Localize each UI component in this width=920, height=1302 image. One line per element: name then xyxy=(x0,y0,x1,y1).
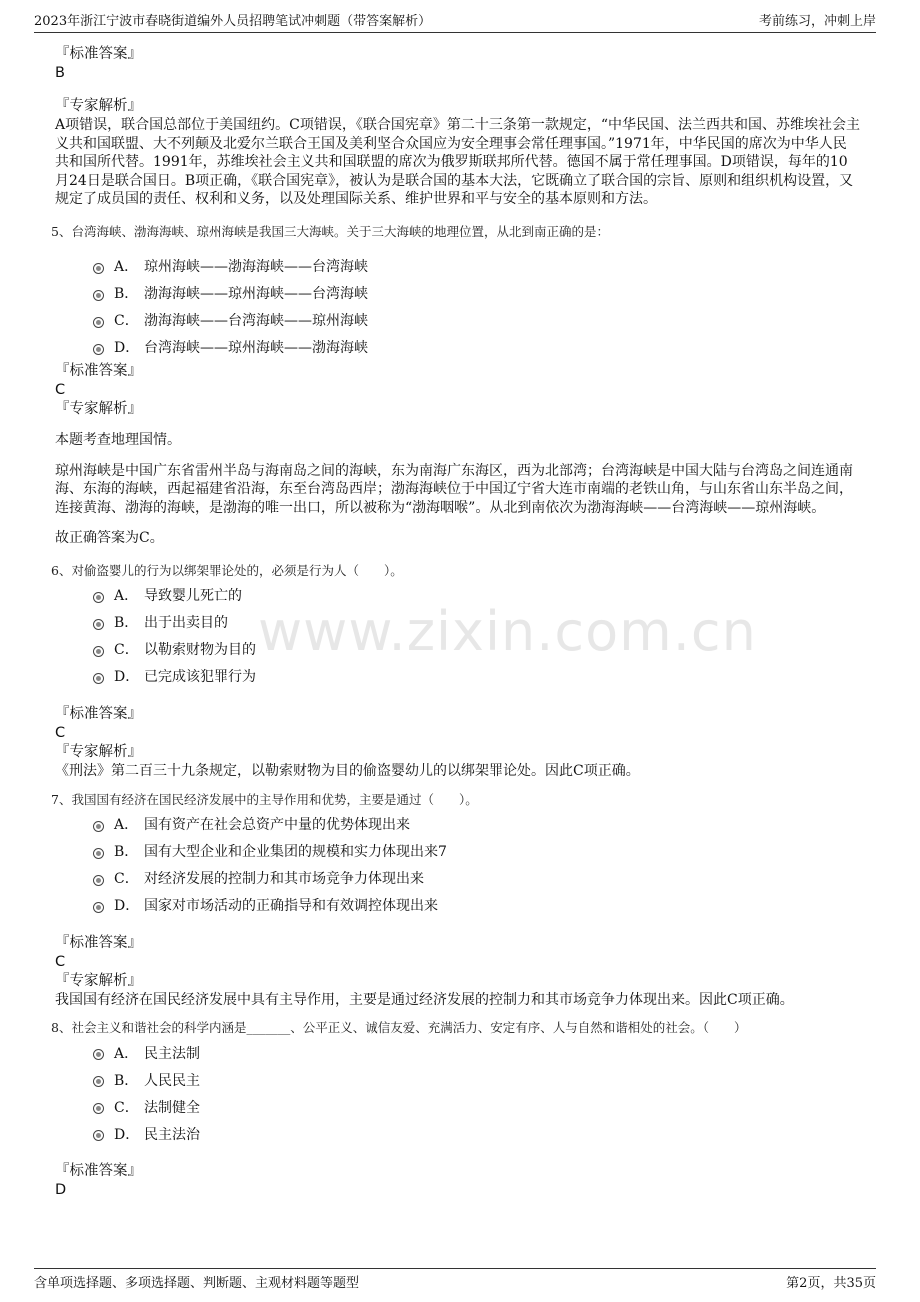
page-number: 第2页，共35页 xyxy=(786,1276,876,1291)
radio-icon[interactable] xyxy=(93,848,104,859)
q8-option-b[interactable]: B． 人民民主 xyxy=(93,1066,860,1093)
q7-option-c[interactable]: C． 对经济发展的控制力和其市场竞争力体现出来 xyxy=(93,865,860,892)
radio-icon[interactable] xyxy=(93,1049,104,1060)
q6-answer: C xyxy=(55,724,66,741)
q6-options xyxy=(93,582,860,690)
radio-icon[interactable] xyxy=(93,902,104,913)
radio-icon[interactable] xyxy=(93,592,104,603)
q8-question: 8、社会主义和谐社会的科学内涵是_______、公平正义、诚信友爱、充满活力、安定有序、人与自然和谐相处的社会。（ ） xyxy=(51,1020,747,1036)
standard-answer-label: 『标准答案』 xyxy=(55,934,142,951)
expert-analysis-label: 『专家解析』 xyxy=(55,743,142,760)
standard-answer-label: 『标准答案』 xyxy=(55,362,142,379)
footer-question-types: 含单项选择题、多项选择题、判断题、主观材料题等题型 xyxy=(34,1276,360,1291)
radio-icon[interactable] xyxy=(93,1076,104,1087)
q7-question: 7、我国国有经济在国民经济发展中的主导作用和优势，主要是通过（ ）。 xyxy=(51,791,478,807)
radio-icon[interactable] xyxy=(93,1130,104,1141)
q8-option-d[interactable]: D． 民主法治 xyxy=(93,1120,860,1147)
page-header xyxy=(34,10,876,33)
q7-analysis: 我国国有经济在国民经济发展中具有主导作用，主要是通过经济发展的控制力和其市场竞争力体现出来。因此C项正确。 xyxy=(55,991,794,1008)
q5-analysis-body: 琼州海峡是中国广东省雷州半岛与海南岛之间的海峡，东为南海广东海区，西为北部湾；台湾海峡是中国大陆与台湾岛之间连通南海、东海的海峡，西起福建省沿海，东至台湾岛西岸；渤海海峡位于中国辽宁省大连市南端的老铁山角，与山东省山东半岛之间，连接黄海、渤海的海峡，是渤海的唯一出口，所以被称为“渤海咽喉”。从北到南依次为渤海海峡——台湾海峡——琼州海峡。 xyxy=(55,462,853,516)
standard-answer-label: 『标准答案』 xyxy=(55,705,142,722)
q6-option-b[interactable]: B． 出于出卖目的 xyxy=(93,609,860,636)
radio-icon[interactable] xyxy=(93,673,104,684)
q5-option-b[interactable]: B． 渤海海峡——琼州海峡——台湾海峡 xyxy=(93,280,860,307)
q8-option-a[interactable]: A． 民主法制 xyxy=(93,1039,860,1066)
radio-icon[interactable] xyxy=(93,646,104,657)
q5-analysis-intro: 本题考查地理国情。 xyxy=(55,431,181,448)
page-footer xyxy=(34,1268,876,1291)
q4-answer: B xyxy=(55,65,65,81)
q5-analysis-conclusion: 故正确答案为C。 xyxy=(55,530,164,547)
expert-analysis-label: 『专家解析』 xyxy=(55,98,142,114)
expert-analysis-label: 『专家解析』 xyxy=(55,400,142,417)
radio-icon[interactable] xyxy=(93,344,104,355)
q5-option-c[interactable]: C． 渤海海峡——台湾海峡——琼州海峡 xyxy=(93,307,860,334)
q6-option-d[interactable]: D． 已完成该犯罪行为 xyxy=(93,663,860,690)
q4-analysis: A项错误，联合国总部位于美国纽约。C项错误，《联合国宪章》第二十三条第一款规定，“中华民国、法兰西共和国、苏维埃社会主义共和国联盟、大不列颠及北爱尔兰联合王国及美利坚合众国应为安全理事会常任理事国。”1971年，中华民国的席次为中华人民共和国所代替。1991年，苏维埃社会主义共和国联盟的席次为俄罗斯联邦所代替。德国不属于常任理事国。D项错误，每年的10月24日是联合国日。B项正确，《联合国宪章》，被认为是联合国的基本大法，它既确立了联合国的宗旨、原则和组织机构设置，又规定了成员国的责任、权利和义务，以及处理国际关系、维护世界和平与安全的基本原则和方法。 xyxy=(55,117,860,208)
q5-answer: C xyxy=(55,381,66,398)
q5-question: 5、台湾海峡、渤海海峡、琼州海峡是我国三大海峡。关于三大海峡的地理位置，从北到南正确的是： xyxy=(51,223,609,239)
header-slogan: 考前练习，冲刺上岸 xyxy=(758,14,876,29)
radio-icon[interactable] xyxy=(93,821,104,832)
watermark: www.zixin.com.cn xyxy=(258,600,757,663)
q6-option-c[interactable]: C． 以勒索财物为目的 xyxy=(93,636,860,663)
q6-question: 6、对偷盗婴儿的行为以绑架罪论处的，必须是行为人（ ）。 xyxy=(51,562,403,578)
radio-icon[interactable] xyxy=(93,875,104,886)
q7-option-b[interactable]: B． 国有大型企业和企业集团的规模和实力体现出来7 xyxy=(93,838,860,865)
q6-analysis: 《刑法》第二百三十九条规定，以勒索财物为目的偷盗婴幼儿的以绑架罪论处。因此C项正确。 xyxy=(55,762,640,779)
radio-icon[interactable] xyxy=(93,1103,104,1114)
radio-icon[interactable] xyxy=(93,263,104,274)
q8-option-c[interactable]: C． 法制健全 xyxy=(93,1093,860,1120)
radio-icon[interactable] xyxy=(93,290,104,301)
q7-options xyxy=(93,811,860,919)
q8-options xyxy=(93,1039,860,1147)
q8-answer: D xyxy=(55,1182,67,1199)
q7-option-a[interactable]: A． 国有资产在社会总资产中量的优势体现出来 xyxy=(93,811,860,838)
q5-option-d[interactable]: D． 台湾海峡——琼州海峡——渤海海峡 xyxy=(93,334,860,361)
q5-option-a[interactable]: A． 琼州海峡——渤海海峡——台湾海峡 xyxy=(93,253,860,280)
radio-icon[interactable] xyxy=(93,317,104,328)
q6-option-a[interactable]: A． 导致婴儿死亡的 xyxy=(93,582,860,609)
expert-analysis-label: 『专家解析』 xyxy=(55,972,142,989)
document-title: 2023年浙江宁波市春晓街道编外人员招聘笔试冲刺题（带答案解析） xyxy=(34,14,432,29)
standard-answer-label: 『标准答案』 xyxy=(55,46,142,62)
q7-option-d[interactable]: D． 国家对市场活动的正确指导和有效调控体现出来 xyxy=(93,892,860,919)
q5-options xyxy=(93,253,860,361)
radio-icon[interactable] xyxy=(93,619,104,630)
standard-answer-label: 『标准答案』 xyxy=(55,1163,142,1180)
q7-answer: C xyxy=(55,953,66,970)
page-content xyxy=(51,44,860,1199)
